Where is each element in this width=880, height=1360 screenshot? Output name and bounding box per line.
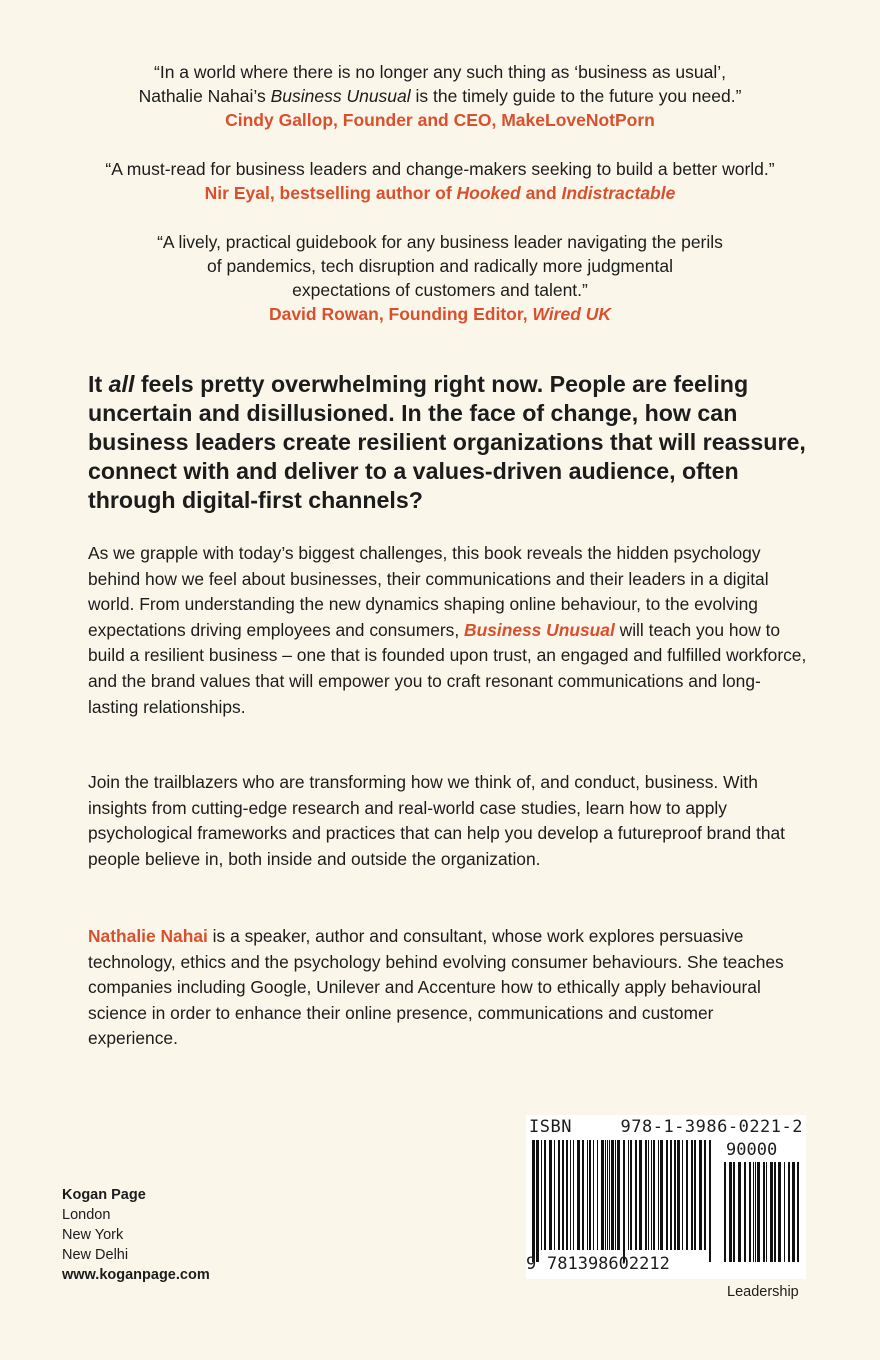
barcode-bar <box>566 1140 568 1250</box>
addon-barcode <box>722 1162 802 1262</box>
barcode-bar <box>554 1140 555 1250</box>
barcode-bar <box>611 1140 614 1250</box>
barcode-bar <box>733 1162 735 1262</box>
barcode-bar <box>724 1162 726 1262</box>
barcode-bar <box>729 1162 732 1262</box>
quote-attribution: Cindy Gallop, Founder and CEO, MakeLoveNotPorn <box>225 110 655 130</box>
author-name: Nathalie Nahai <box>88 926 208 946</box>
barcode-bar <box>601 1140 604 1250</box>
quote-line: “A must-read for business leaders and change-makers seeking to build a better world.” <box>105 159 775 179</box>
lead-statement: It all feels pretty overwhelming right now. People are feeling uncertain and disillusioned. In the face of change, how can business leaders create resilient organizations that will reassure, connect with and deliver to a values-driven audience, often through digital-first channels? <box>88 371 806 513</box>
quote-line: “A lively, practical guidebook for any business leader navigating the perils <box>157 232 723 252</box>
quote-line: Nathalie Nahai’s Business Unusual is the timely guide to the future you need.” <box>138 86 742 106</box>
barcode-bar <box>653 1140 655 1250</box>
barcode-bar <box>635 1140 637 1250</box>
publisher-city: New Delhi <box>62 1247 129 1263</box>
barcode-bar <box>774 1162 776 1262</box>
barcode-bar <box>788 1162 790 1262</box>
barcode-bar <box>763 1162 765 1262</box>
barcode-bar <box>674 1140 676 1250</box>
barcode-bar <box>792 1162 795 1262</box>
barcode-bar <box>766 1162 767 1262</box>
barcode-bar <box>797 1162 799 1262</box>
barcode-bar <box>770 1162 773 1262</box>
book-title: Business Unusual <box>464 619 615 640</box>
barcode-bar <box>648 1140 649 1250</box>
barcode-bar <box>744 1162 746 1262</box>
category-label: Leadership <box>727 1284 799 1300</box>
barcode-bar <box>558 1140 560 1250</box>
publisher-name: Kogan Page <box>62 1187 146 1203</box>
barcode-bar <box>749 1162 751 1262</box>
barcode-bar <box>630 1140 632 1250</box>
ean-digits: 781398602212 <box>547 1254 670 1274</box>
isbn-label: ISBN 978-1-3986-0221-2 <box>529 1117 803 1137</box>
barcode-bar <box>666 1140 668 1250</box>
barcode-bar <box>544 1140 546 1250</box>
barcode-bar <box>677 1140 680 1250</box>
quote-line: of pandemics, tech disruption and radically more judgmental <box>207 256 673 276</box>
barcode-bar <box>738 1162 741 1262</box>
barcode-bar <box>651 1140 652 1250</box>
description-paragraph: As we grapple with today’s biggest challenges, this book reveals the hidden psychology behind how we feel about businesses, their communications and their leaders in a digital world. From understanding the new dynamics shaping online behaviour, to the evolving expectations driving employees and consumers, Business Unusual will teach you how to build a resilient business – one that is founded upon trust, an engaged and fulfilled workforce, and the brand values that will empower you to craft resonant communications and long-lasting relationships. <box>88 543 807 717</box>
barcode-bar <box>686 1140 688 1250</box>
author-bio: Nathalie Nahai is a speaker, author and consultant, whose work explores persuasive technology, ethics and the psychology behind evolving consumer behaviours. She teaches companies including Google, Unilever and Accenture how to ethically apply behavioural science in order to enhance their online presence, communications and customer experience. <box>88 926 784 1049</box>
barcode-bar <box>615 1140 616 1250</box>
endorsement-quote <box>40 60 840 132</box>
endorsement-quote <box>40 230 840 326</box>
barcode-bar <box>757 1162 760 1262</box>
barcode-bar <box>609 1140 610 1250</box>
barcode-bar <box>593 1140 594 1250</box>
quote-attribution: David Rowan, Founding Editor, Wired UK <box>268 304 612 324</box>
quote-line: “In a world where there is no longer any such thing as ‘business as usual’, <box>154 62 726 82</box>
publisher-info <box>62 1185 210 1285</box>
barcode-bar <box>623 1140 625 1262</box>
barcode-bar <box>570 1140 571 1250</box>
ean-first-digit: 9 <box>526 1254 537 1274</box>
barcode-bar <box>682 1140 683 1250</box>
barcode-bar <box>628 1140 629 1250</box>
barcode-bar <box>660 1140 663 1250</box>
quote-attribution: Nir Eyal, bestselling author of Hooked and Indistractable <box>204 183 676 203</box>
barcode-bar <box>694 1140 696 1250</box>
barcode-bar <box>573 1140 574 1250</box>
ean-barcode <box>530 1140 715 1262</box>
barcode-bar <box>562 1140 564 1250</box>
publisher-city: London <box>62 1207 111 1223</box>
barcode-bar <box>541 1140 542 1250</box>
barcode-bar <box>670 1140 672 1250</box>
barcode-bar <box>587 1140 588 1250</box>
barcode-bar <box>753 1162 754 1262</box>
barcode-bar <box>536 1140 539 1262</box>
description-paragraph: Join the trailblazers who are transforming how we think of, and conduct, business. With insights from cutting-edge research and real-world case studies, learn how to apply psychological frameworks and practices that can help you develop a futureproof brand that people believe in, both inside and outside the organization. <box>88 772 786 869</box>
barcode-bar <box>755 1162 756 1262</box>
barcode-bar <box>582 1140 584 1250</box>
barcode-bar <box>597 1140 598 1250</box>
barcode-bar <box>605 1140 606 1250</box>
barcode-bar <box>589 1140 591 1250</box>
barcode-bar <box>784 1162 785 1262</box>
barcode-bar <box>532 1140 535 1262</box>
barcode-bar <box>639 1140 642 1250</box>
publisher-website: www.koganpage.com <box>62 1267 210 1283</box>
publisher-city: New York <box>62 1227 124 1243</box>
barcode-bar <box>617 1140 620 1250</box>
barcode-bar <box>577 1140 580 1250</box>
barcode-bar <box>704 1140 706 1250</box>
barcode-bar <box>709 1140 711 1262</box>
endorsement-quote <box>40 157 840 205</box>
book-title: Business Unusual <box>270 86 411 106</box>
quote-line: expectations of customers and talent.” <box>292 280 588 300</box>
price-code: 90000 <box>726 1140 778 1160</box>
barcode-bar <box>645 1140 647 1250</box>
barcode-bar <box>778 1162 781 1262</box>
barcode-bar <box>691 1140 693 1250</box>
barcode-bar <box>607 1140 608 1250</box>
barcode-bar <box>699 1140 702 1250</box>
barcode-bar <box>658 1140 659 1250</box>
barcode-bar <box>549 1140 552 1250</box>
